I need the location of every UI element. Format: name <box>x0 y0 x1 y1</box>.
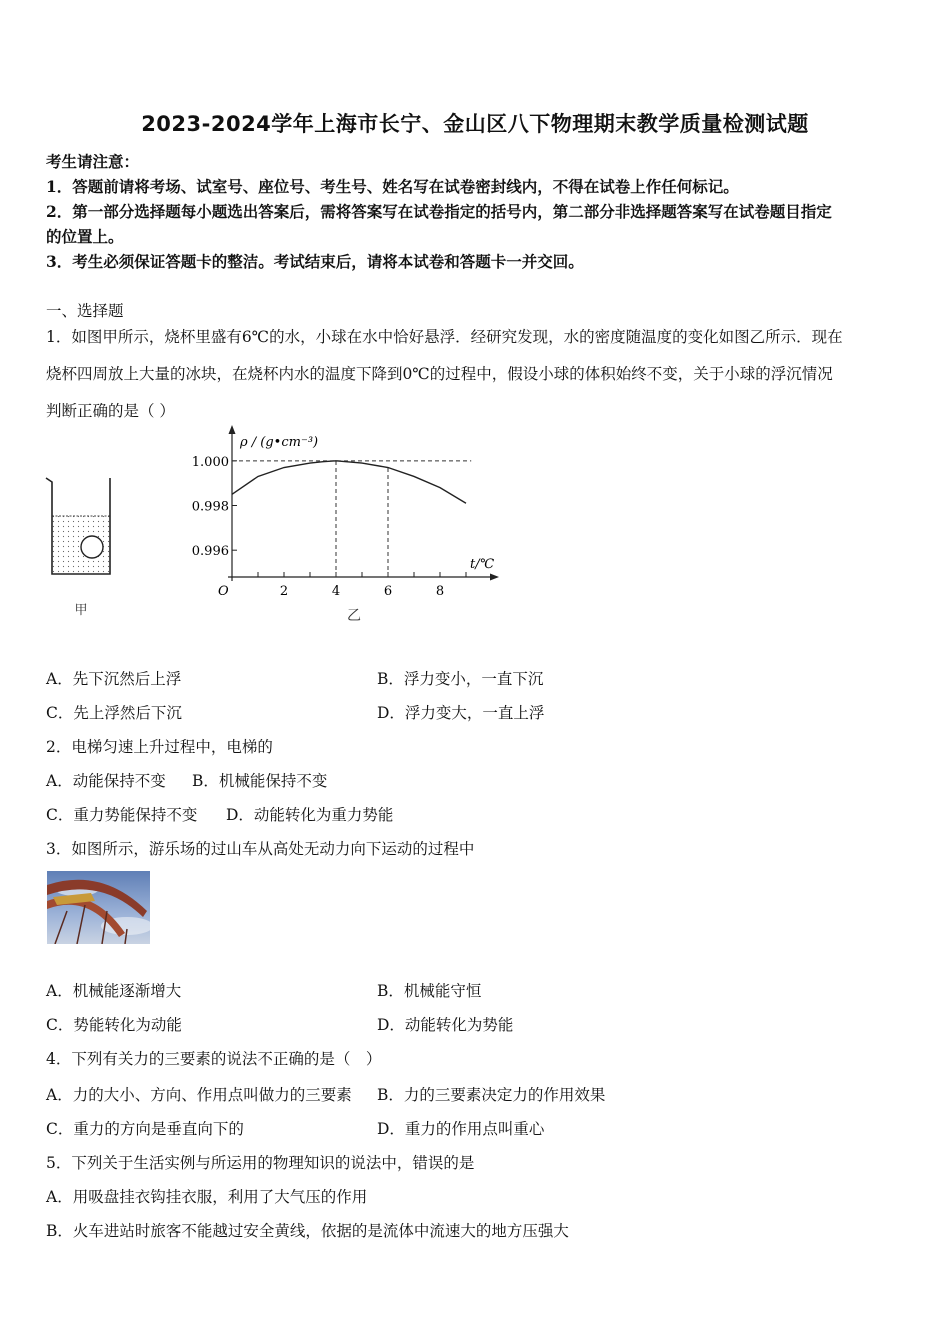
question-2-stem: 2．电梯匀速上升过程中，电梯的 <box>46 738 273 756</box>
q2-option-a[interactable]: A．动能保持不变 <box>46 772 166 790</box>
question-3-stem: 3．如图所示，游乐场的过山车从高处无动力向下运动的过程中 <box>46 840 475 858</box>
question-1-line: 1．如图甲所示，烧杯里盛有6℃的水，小球在水中恰好悬浮．经研究发现，水的密度随温度的变化如图乙所示．现在 <box>46 328 843 346</box>
section-heading: 一、选择题 <box>46 302 124 320</box>
q3-option-d[interactable]: D．动能转化为势能 <box>377 1016 514 1034</box>
q3-option-c[interactable]: C．势能转化为动能 <box>46 1016 182 1034</box>
q4-option-b[interactable]: B．力的三要素决定力的作用效果 <box>377 1086 606 1104</box>
q2-option-d[interactable]: D．动能转化为重力势能 <box>226 806 394 824</box>
question-4-stem: 4．下列有关力的三要素的说法不正确的是（ ） <box>46 1050 382 1068</box>
q1-option-d[interactable]: D．浮力变大，一直上浮 <box>377 704 545 722</box>
question-1-line: 烧杯四周放上大量的冰块，在烧杯内水的温度下降到0℃的过程中，假设小球的体积始终不变，关于小球的浮沉情况 <box>46 365 833 383</box>
notice-item: 的位置上。 <box>46 227 124 246</box>
roller-coaster-photo <box>47 871 150 948</box>
notice-item: 3．考生必须保证答题卡的整洁。考试结束后，请将本试卷和答题卡一并交回。 <box>46 252 584 271</box>
q5-option-a[interactable]: A．用吸盘挂衣钩挂衣服，利用了大气压的作用 <box>46 1188 368 1206</box>
y-tick-label: 0.996 <box>191 544 229 560</box>
y-axis-label: ρ / (g•cm⁻³) <box>240 435 319 450</box>
notice-heading: 考生请注意： <box>46 152 140 171</box>
q1-option-b[interactable]: B．浮力变小，一直下沉 <box>377 670 544 688</box>
density-chart <box>180 424 510 633</box>
q2-option-c[interactable]: C．重力势能保持不变 <box>46 806 198 824</box>
x-axis-arrow <box>490 574 499 581</box>
q4-option-d[interactable]: D．重力的作用点叫重心 <box>377 1120 545 1138</box>
x-tick-label: 6 <box>383 584 393 599</box>
density-curve <box>232 461 466 503</box>
roller-coaster-drawing <box>47 871 150 944</box>
density-chart-svg <box>180 424 510 629</box>
x-axis-label: t/℃ <box>470 557 495 572</box>
q4-option-a[interactable]: A．力的大小、方向、作用点叫做力的三要素 <box>46 1086 352 1104</box>
y-axis-arrow <box>229 425 236 434</box>
origin-label: O <box>218 584 229 599</box>
notice-item: 2．第一部分选择题每小题选出答案后，需将答案写在试卷指定的括号内，第二部分非选择题答案写在试卷题目指定 <box>46 202 832 221</box>
q5-option-b[interactable]: B．火车进站时旅客不能越过安全黄线，依据的是流体中流速大的地方压强大 <box>46 1222 569 1240</box>
q2-option-b[interactable]: B．机械能保持不变 <box>192 772 328 790</box>
ball <box>81 536 103 558</box>
q3-option-b[interactable]: B．机械能守恒 <box>377 982 482 1000</box>
x-tick-label: 8 <box>435 584 445 599</box>
question-5-stem: 5．下列关于生活实例与所运用的物理知识的说法中，错误的是 <box>46 1154 475 1172</box>
figure-a-label: 甲 <box>74 603 88 618</box>
figure-b-label: 乙 <box>347 608 361 624</box>
notice-item: 1．答题前请将考场、试室号、座位号、考生号、姓名写在试卷密封线内，不得在试卷上作任何标记。 <box>46 177 739 196</box>
y-tick-label: 1.000 <box>191 454 229 470</box>
q3-option-a[interactable]: A．机械能逐渐增大 <box>46 982 182 1000</box>
y-tick-label: 0.998 <box>191 499 229 515</box>
page-title: 2023-2024学年上海市长宁、金山区八下物理期末教学质量检测试题 <box>141 112 809 136</box>
q1-option-c[interactable]: C．先上浮然后下沉 <box>46 704 182 722</box>
x-tick-label: 2 <box>279 584 289 599</box>
q1-option-a[interactable]: A．先下沉然后上浮 <box>46 670 182 688</box>
question-1-line: 判断正确的是（ ） <box>46 402 175 420</box>
beaker-drawing <box>42 470 122 630</box>
beaker-figure <box>42 470 122 634</box>
q4-option-c[interactable]: C．重力的方向是垂直向下的 <box>46 1120 244 1138</box>
x-tick-label: 4 <box>331 584 341 599</box>
